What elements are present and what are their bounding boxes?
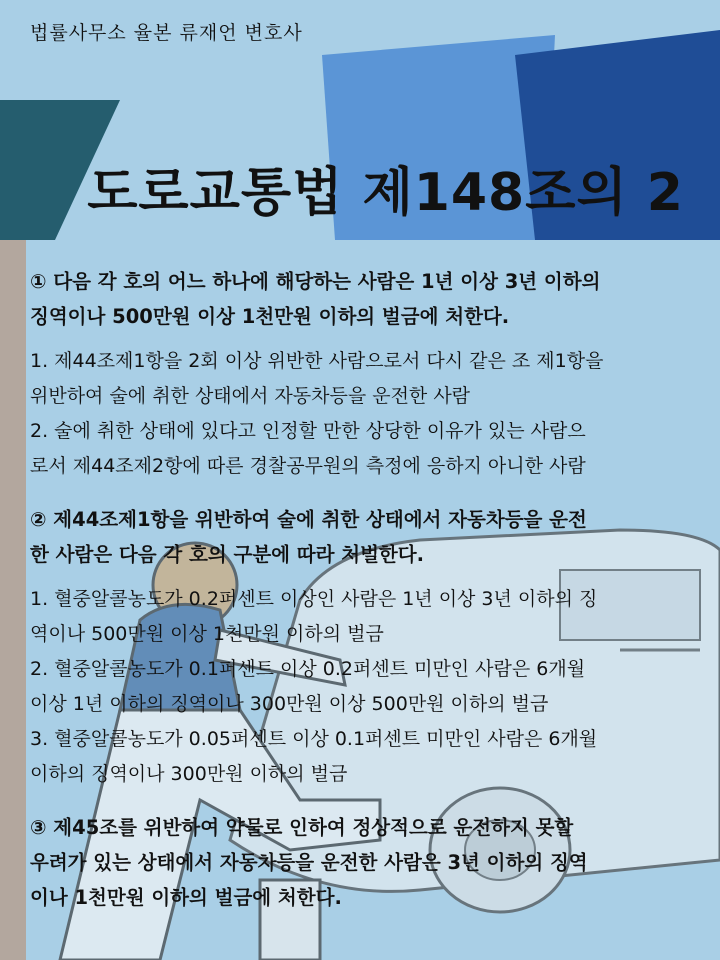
section-1-item-line: 2. 술에 취한 상태에 있다고 인정할 만한 상당한 이유가 있는 사람으 — [30, 420, 586, 442]
section-2 — [30, 502, 700, 792]
section-1-heading-line: 징역이나 500만원 이상 1천만원 이하의 벌금에 처한다. — [30, 305, 510, 328]
section-1 — [30, 264, 700, 484]
section-1-item-line: 위반하여 술에 취한 상태에서 자동차등을 운전한 사람 — [30, 385, 471, 407]
section-2-heading-line: 한 사람은 다음 각 호의 구분에 따라 처벌한다. — [30, 543, 424, 566]
section-1-heading-line: ① 다음 각 호의 어느 하나에 해당하는 사람은 1년 이상 3년 이하의 — [30, 270, 601, 293]
law-text — [30, 264, 700, 915]
section-2-item-line: 2. 혈중알콜농도가 0.1퍼센트 이상 0.2퍼센트 미만인 사람은 6개월 — [30, 658, 586, 680]
page-title: 도로교통법 제148조의 2 — [87, 163, 684, 223]
section-2-item-line: 3. 혈중알콜농도가 0.05퍼센트 이상 0.1퍼센트 미만인 사람은 6개월 — [30, 728, 598, 750]
section-2-item-line: 이상 1년 이하의 징역이나 300만원 이상 500만원 이하의 벌금 — [30, 693, 549, 715]
content-area — [0, 240, 720, 960]
section-1-item-line: 1. 제44조제1항을 2회 이상 위반한 사람으로서 다시 같은 조 제1항을 — [30, 350, 604, 372]
header-banner — [0, 0, 720, 240]
section-3-heading-line: 우려가 있는 상태에서 자동차등을 운전한 사람은 3년 이하의 징역 — [30, 851, 588, 874]
section-2-item-line: 이하의 징역이나 300만원 이하의 벌금 — [30, 763, 348, 785]
section-2-item-line: 역이나 500만원 이상 1천만원 이하의 벌금 — [30, 623, 384, 645]
section-3-heading-line: 이나 1천만원 이하의 벌금에 처한다. — [30, 886, 342, 909]
section-2-item-line: 1. 혈중알콜농도가 0.2퍼센트 이상인 사람은 1년 이상 3년 이하의 징 — [30, 588, 598, 610]
section-2-heading-line: ② 제44조제1항을 위반하여 술에 취한 상태에서 자동차등을 운전 — [30, 508, 587, 531]
section-3 — [30, 810, 700, 915]
section-3-heading-line: ③ 제45조를 위반하여 약물로 인하여 정상적으로 운전하지 못할 — [30, 816, 574, 839]
office-name: 법률사무소 율본 류재언 변호사 — [30, 22, 303, 44]
section-1-item-line: 로서 제44조제2항에 따른 경찰공무원의 측정에 응하지 아니한 사람 — [30, 455, 586, 477]
